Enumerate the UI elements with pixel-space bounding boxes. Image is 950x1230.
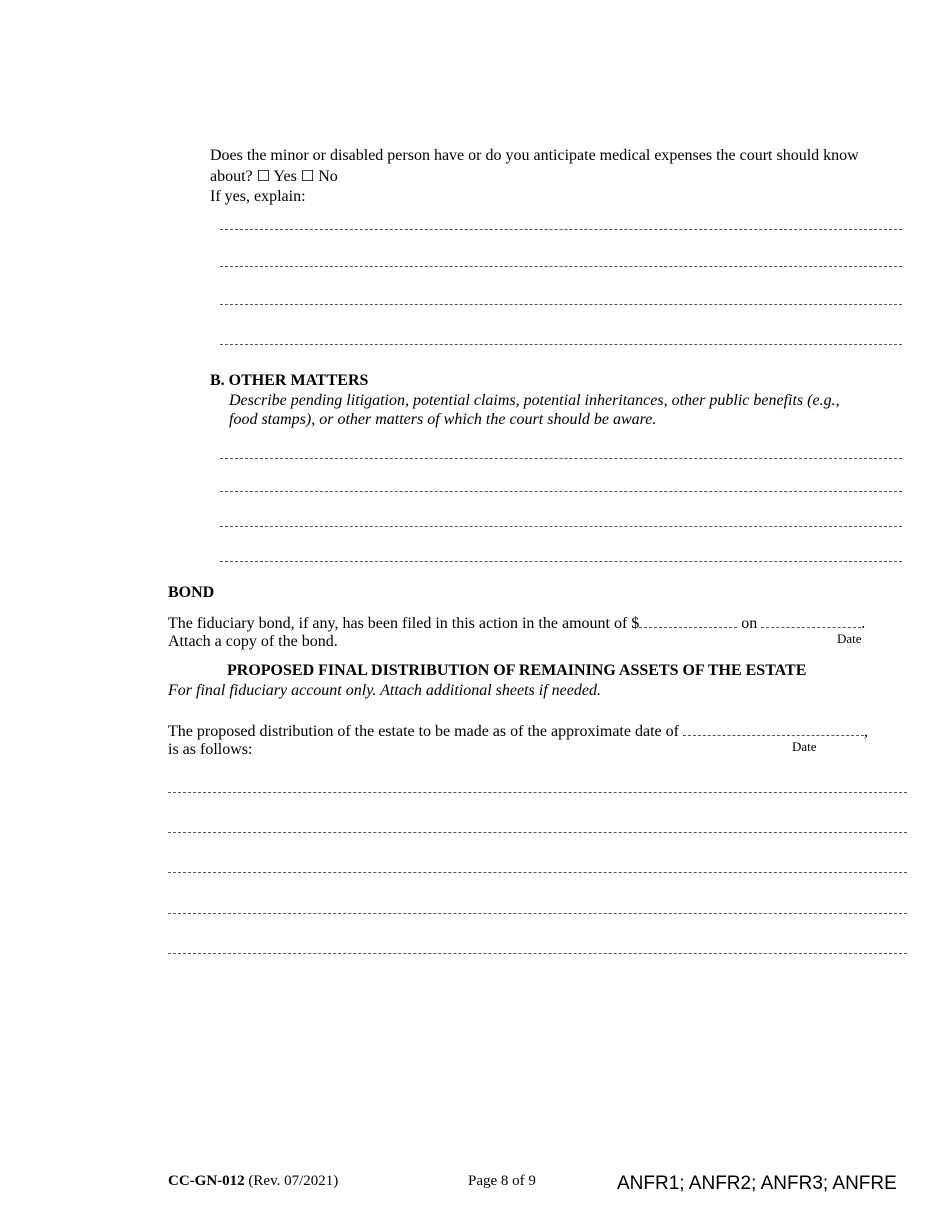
distribution-date-caption: Date [792, 739, 817, 754]
no-label: No [318, 168, 338, 185]
other-matters-instruction [229, 391, 909, 429]
distribution-date-row [168, 721, 868, 741]
explain-label: If yes, explain: [210, 188, 306, 205]
no-checkbox[interactable]: ☐ [300, 167, 315, 185]
distribution-date-field[interactable] [683, 721, 864, 736]
bond-date-field[interactable] [761, 613, 861, 628]
bond-amount-row [168, 613, 865, 633]
other-matters-line-1[interactable] [220, 458, 902, 459]
medical-question-text: Does the minor or disabled person have or do you anticipate medical expenses the court should know [210, 147, 859, 164]
form-revision: (Rev. 07/2021) [248, 1173, 339, 1189]
other-matters-instruction-line-2: food stamps), or other matters of which the court should be aware. [229, 411, 657, 428]
yes-checkbox[interactable]: ☐ [256, 167, 271, 185]
distribution-date-text: The proposed distribution of the estate to be made as of the approximate date of [168, 723, 679, 740]
explain-line-3[interactable] [220, 304, 902, 305]
distribution-heading: PROPOSED FINAL DISTRIBUTION OF REMAINING ASSETS OF THE ESTATE [227, 662, 807, 679]
medical-question [210, 146, 920, 207]
explain-line-1[interactable] [220, 229, 902, 230]
distribution-subheading: For final fiduciary account only. Attach additional sheets if needed. [168, 682, 601, 699]
distribution-line-5[interactable] [168, 953, 907, 954]
other-matters-line-3[interactable] [220, 526, 902, 527]
form-number: CC-GN-012 [168, 1173, 245, 1189]
distribution-line-1[interactable] [168, 792, 907, 793]
bond-on-text: on [741, 615, 758, 632]
other-matters-line-2[interactable] [220, 491, 902, 492]
yes-label: Yes [273, 168, 297, 185]
bond-period: . [861, 615, 866, 632]
bond-heading: BOND [168, 584, 215, 601]
footer-codes: ANFR1; ANFR2; ANFR3; ANFRE [617, 1173, 897, 1194]
explain-line-2[interactable] [220, 266, 902, 267]
distribution-as-follows: is as follows: [168, 741, 253, 758]
other-matters-line-4[interactable] [220, 561, 902, 562]
other-matters-heading: B. OTHER MATTERS [210, 372, 369, 389]
other-matters-instruction-line-1: Describe pending litigation, potential claims, potential inheritances, other public benefits (e.g., [229, 392, 840, 409]
medical-question-cont: about? [210, 168, 253, 185]
distribution-comma: , [863, 723, 868, 740]
distribution-line-4[interactable] [168, 913, 907, 914]
explain-line-4[interactable] [220, 344, 902, 345]
bond-date-caption: Date [837, 631, 862, 646]
page-number: Page 8 of 9 [468, 1173, 536, 1189]
medical-answer-row [210, 166, 920, 187]
footer-form-id [168, 1173, 338, 1190]
bond-amount-text: The fiduciary bond, if any, has been filed in this action in the amount of $ [168, 615, 640, 632]
distribution-line-2[interactable] [168, 832, 907, 833]
distribution-line-3[interactable] [168, 872, 907, 873]
bond-attach-text: Attach a copy of the bond. [168, 633, 338, 650]
bond-amount-field[interactable] [639, 613, 737, 628]
